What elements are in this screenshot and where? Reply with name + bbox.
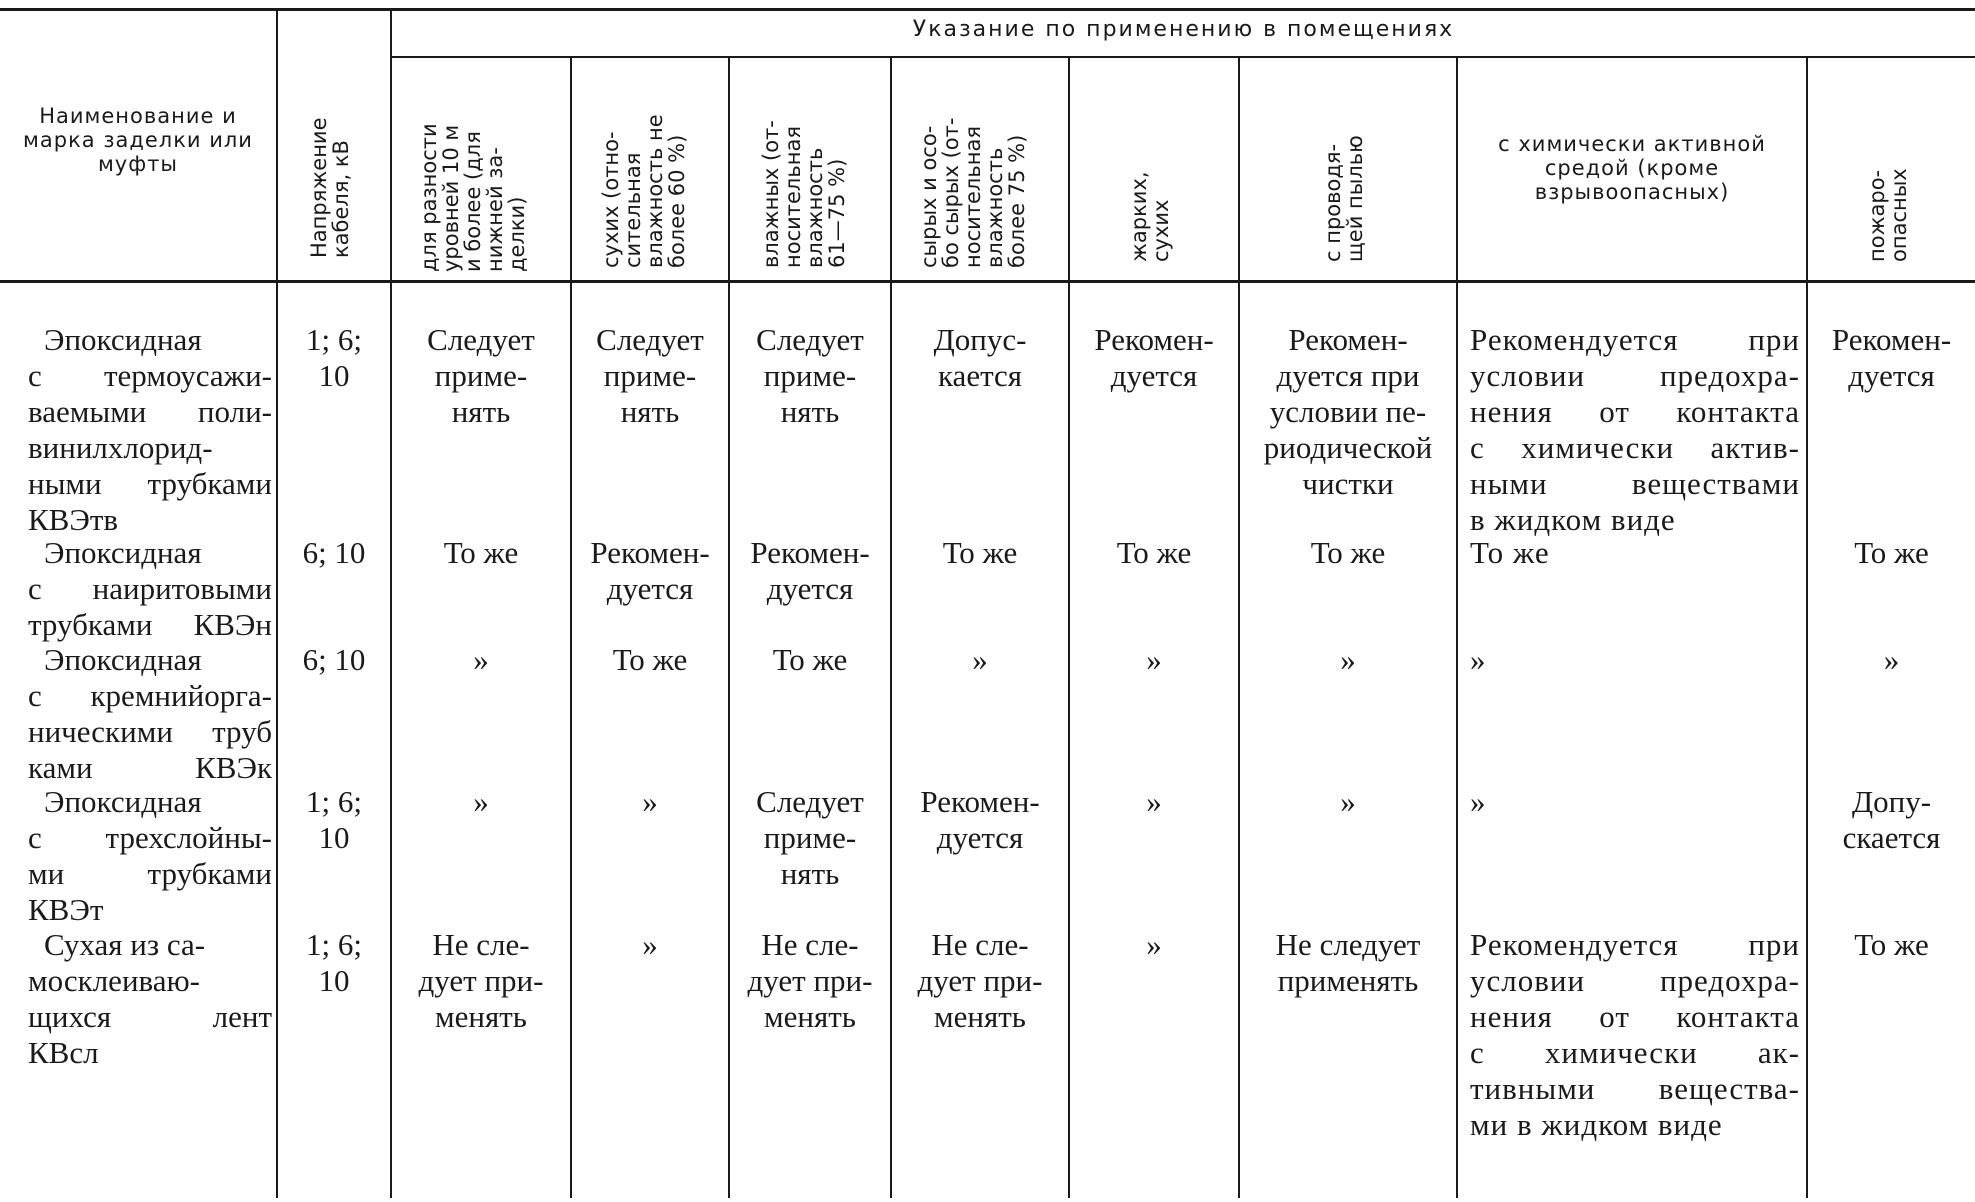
table-row-voltage [278, 322, 390, 394]
cell-line: Допус- [933, 322, 1027, 357]
table-row-name [28, 784, 272, 928]
table-cell [392, 784, 570, 820]
table-cell [1070, 322, 1238, 394]
name-line: КВсл [28, 1035, 99, 1070]
col-divider-9 [1806, 56, 1808, 1198]
cell-line: с химически ак- [1470, 1035, 1800, 1070]
cell-line: » [642, 784, 658, 819]
header-subcol-line: более 75 %) [1005, 134, 1029, 268]
cell-line: » [1470, 642, 1487, 677]
name-line: ническими труб [28, 714, 272, 749]
table-cell [572, 322, 728, 430]
header-subcol-line: влажных (от- [759, 120, 783, 268]
cell-line: дуется при [1276, 358, 1420, 393]
table-cell [392, 535, 570, 571]
header-subcol-line: сухих [1149, 199, 1173, 262]
table-cell [892, 322, 1068, 394]
table-cell [730, 535, 890, 607]
cell-line: приме- [603, 358, 697, 393]
table-cell [1240, 322, 1456, 502]
header-name-line: или муфты [97, 128, 253, 176]
header-subcol-line: нижней за- [483, 147, 507, 272]
header-subcol-line: жарких, [1127, 171, 1151, 262]
cell-line: в жидком виде [1470, 502, 1676, 537]
table-cell [1070, 642, 1238, 678]
cell-line: дуется [606, 571, 694, 606]
name-line: с трехслойны- [28, 820, 272, 855]
table-cell [1808, 535, 1975, 571]
name-line: с наиритовыми [28, 571, 272, 606]
cell-line: » [1340, 642, 1356, 677]
header-subcol-line: более 60 %) [665, 134, 689, 268]
cell-line: » [1146, 642, 1162, 677]
cell-line: То же [1310, 535, 1386, 570]
cell-line: приме- [763, 358, 857, 393]
cell-line: То же [612, 642, 688, 677]
table-row-name [28, 322, 272, 538]
table-cell [892, 642, 1068, 678]
header-name-line: и марка заделки [23, 104, 237, 152]
table-cell [1808, 927, 1975, 963]
table-row-voltage [278, 535, 390, 571]
cell-line: » [1470, 784, 1487, 819]
cell-line: Следует [427, 322, 535, 357]
table-row-name [28, 535, 272, 643]
voltage-line: 6; 10 [302, 535, 366, 570]
cell-line: менять [934, 999, 1026, 1034]
table-cell [892, 784, 1068, 856]
header-subcol-line: влажность не [643, 114, 667, 268]
header-subcol-line: и более (для [461, 131, 485, 272]
cell-line: То же [1854, 535, 1929, 570]
cell-line: » [642, 927, 658, 962]
table-cell [392, 642, 570, 678]
cell-line: То же [942, 535, 1018, 570]
header-subcol-hot-dry [1128, 171, 1172, 262]
header-subcol-line: с химически активной [1498, 132, 1766, 156]
table-cell [572, 535, 728, 607]
header-subcol-conductive-dust [1322, 135, 1366, 262]
table-cell [572, 642, 728, 678]
table-cell [1470, 927, 1800, 1143]
name-line: трубками КВЭн [28, 607, 272, 642]
cell-line: дует при- [418, 963, 544, 998]
table-row-voltage [278, 642, 390, 678]
name-line: ми трубками [28, 856, 272, 891]
table-cell [392, 927, 570, 1035]
table-cell [1808, 322, 1975, 394]
cell-line: Следует [756, 322, 864, 357]
table-cell [1470, 642, 1800, 678]
cell-line: Рекомен- [750, 535, 870, 570]
table-cell [1470, 322, 1800, 538]
name-line: Сухая из са- [44, 927, 206, 962]
table-cell [1470, 535, 1800, 571]
cell-line: Рекомен- [1831, 322, 1952, 357]
cell-line: Не сле- [432, 927, 530, 962]
col-divider-6 [1068, 56, 1070, 1198]
table-cell [730, 322, 890, 430]
name-line: с кремнийорга- [28, 678, 272, 713]
table-cell [1240, 642, 1456, 678]
cell-line: условии предохра- [1470, 963, 1800, 998]
cell-line: » [473, 784, 489, 819]
header-subcol-line: уровней 10 м [439, 124, 463, 272]
name-line: ными трубками [28, 466, 272, 501]
header-name-column [0, 104, 276, 176]
name-line: винилхлорид- [28, 430, 213, 465]
header-subcol-line: влажность [803, 147, 827, 268]
table-cell [1808, 784, 1975, 856]
header-subcol-line: средой (кроме [1544, 156, 1720, 180]
voltage-line: 6; 10 [302, 642, 366, 677]
cell-line: ными веществами [1470, 466, 1800, 501]
table-cell [730, 784, 890, 892]
table-cell [892, 927, 1068, 1035]
header-subcol-line: делки) [505, 196, 529, 272]
header-subcol-humid [760, 120, 848, 268]
cell-line: Рекомендуется при [1470, 322, 1800, 357]
col-divider-7 [1238, 56, 1240, 1198]
cell-line: То же [1470, 535, 1550, 570]
name-line: Эпоксидная [44, 642, 202, 677]
voltage-line: 10 [318, 963, 350, 998]
cell-line: дуется [1848, 358, 1935, 393]
table-cell [572, 784, 728, 820]
cell-line: Следует [596, 322, 704, 357]
cell-line: дует при- [917, 963, 1043, 998]
header-subcol-fire-hazard [1866, 168, 1910, 262]
header-voltage-column [308, 118, 352, 259]
col-divider-8 [1456, 56, 1458, 1198]
name-line: москлеиваю- [28, 963, 200, 998]
cell-line: То же [443, 535, 519, 570]
header-group-title: Указание по применению в помещениях [912, 17, 1455, 42]
table-cell [730, 927, 890, 1035]
cell-line: Рекомен- [1094, 322, 1214, 357]
table-cell [1808, 642, 1975, 678]
name-line: ками КВЭк [28, 750, 272, 785]
cell-line: То же [1854, 927, 1929, 962]
voltage-line: 10 [318, 820, 350, 855]
cell-line: нения от контакта [1470, 999, 1800, 1034]
header-subcol-chemical [1458, 132, 1806, 204]
table-cell [892, 535, 1068, 571]
header-name-line: Наименование [39, 104, 215, 128]
cell-line: Рекомен- [590, 535, 710, 570]
cell-line: То же [772, 642, 848, 677]
cell-line: Рекомен- [1288, 322, 1408, 357]
header-subcol-dry [600, 114, 688, 268]
table-cell [1240, 784, 1456, 820]
name-line: КВЭтв [28, 502, 119, 537]
top-rule [0, 8, 1975, 11]
header-subcol-level-difference [418, 123, 528, 272]
header-subcol-line: сительная [621, 152, 645, 268]
header-subcol-line: взрывоопасных) [1534, 180, 1730, 204]
header-subcol-line: сырых и осо- [917, 125, 941, 268]
table-cell [730, 642, 890, 678]
table-cell [1240, 535, 1456, 571]
table-cell [1070, 535, 1238, 571]
cell-line: » [1340, 784, 1356, 819]
voltage-line: 1; 6; [306, 784, 362, 819]
header-subcol-line: сухих (отно- [599, 131, 623, 268]
cell-line: нять [780, 856, 840, 891]
cell-line: дуется [936, 820, 1024, 855]
cell-line: Не следует [1275, 927, 1421, 962]
col-divider-3 [570, 56, 572, 1198]
header-subcol-line: для разности [417, 123, 441, 272]
header-subcol-line: опасных [1887, 168, 1911, 262]
name-line: Эпоксидная [44, 322, 202, 357]
cell-line: Не сле- [931, 927, 1029, 962]
cell-line: менять [764, 999, 856, 1034]
header-subcol-line: влажность [983, 147, 1007, 268]
table-row-voltage [278, 784, 390, 856]
cell-line: нять [620, 394, 680, 429]
voltage-line: 10 [318, 358, 350, 393]
cell-line: нять [780, 394, 840, 429]
name-line: с термоусажи- [28, 358, 272, 393]
cell-line: приме- [763, 820, 857, 855]
cell-line: чистки [1302, 466, 1394, 501]
cell-line: Следует [756, 784, 864, 819]
cell-line: применять [1277, 963, 1419, 998]
cell-line: нять [451, 394, 511, 429]
header-subcol-line: пожаро- [1865, 169, 1889, 262]
voltage-line: 1; 6; [306, 927, 362, 962]
cell-line: То же [1116, 535, 1192, 570]
table-row-name [28, 927, 272, 1071]
cell-line: ми в жидком виде [1470, 1107, 1723, 1142]
cell-line: дуется [766, 571, 854, 606]
cell-line: нения от контакта [1470, 394, 1800, 429]
cell-line: Допу- [1851, 784, 1932, 819]
header-voltage-line: кабеля, кВ [329, 140, 353, 258]
header-subcol-line: 61—75 %) [825, 158, 849, 268]
cell-line: скается [1842, 820, 1941, 855]
header-subcol-line: бо сырых (от- [939, 117, 963, 268]
cell-line: условии пе- [1269, 394, 1427, 429]
table-cell [1470, 784, 1800, 820]
cell-line: тивными вещества- [1470, 1071, 1800, 1106]
header-subcol-line: щей пылью [1343, 135, 1367, 262]
cell-line: » [972, 642, 988, 677]
cell-line: с химически актив- [1470, 430, 1800, 465]
cell-line: Рекомен- [920, 784, 1040, 819]
table-cell [1070, 784, 1238, 820]
name-line: ваемыми поли- [28, 394, 272, 429]
cell-line: приме- [434, 358, 528, 393]
voltage-line: 1; 6; [306, 322, 362, 357]
cell-line: Не сле- [761, 927, 859, 962]
cell-line: » [1146, 927, 1162, 962]
table-cell [572, 927, 728, 963]
name-line: КВЭт [28, 892, 104, 927]
header-voltage-line: Напряжение [307, 117, 331, 258]
name-line: щихся лент [28, 999, 272, 1034]
table-row-voltage [278, 927, 390, 999]
table-cell [392, 322, 570, 430]
name-line: Эпоксидная [44, 784, 202, 819]
cell-line: менять [435, 999, 527, 1034]
cell-line: » [1883, 642, 1900, 677]
cell-line: Рекомендуется при [1470, 927, 1800, 962]
group-rule [392, 56, 1975, 58]
header-subcol-damp [918, 118, 1028, 268]
cell-line: дует при- [747, 963, 873, 998]
cell-line: условии предохра- [1470, 358, 1800, 393]
header-bottom-rule [0, 280, 1975, 283]
cell-line: риодической [1263, 430, 1433, 465]
header-subcol-line: носительная [781, 126, 805, 268]
cell-line: кается [937, 358, 1023, 393]
col-divider-1 [276, 8, 278, 1198]
header-subcol-line: с проводя- [1321, 143, 1345, 262]
table-cell [1240, 927, 1456, 999]
cell-line: » [1146, 784, 1162, 819]
header-subcol-line: носительная [961, 126, 985, 268]
table-cell [1070, 927, 1238, 963]
cell-line: » [473, 642, 489, 677]
table-row-name [28, 642, 272, 786]
cell-line: дуется [1110, 358, 1198, 393]
name-line: Эпоксидная [44, 535, 202, 570]
